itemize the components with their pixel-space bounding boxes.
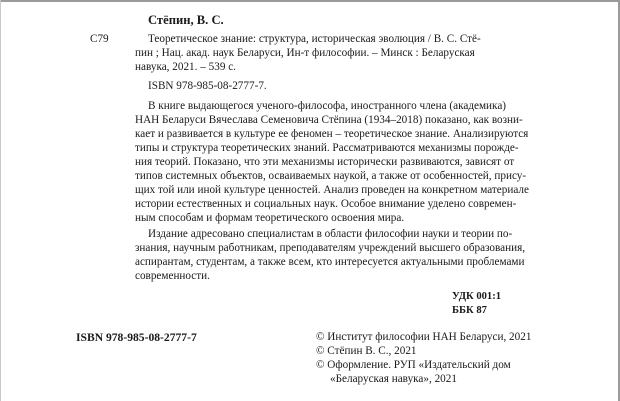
abstract-line: ния теорий. Показано, что эти механизмы исторически развиваются, зависят от: [135, 156, 515, 168]
isbn-line: ISBN 978-985-08-2777-7.: [148, 80, 267, 92]
abstract-line: кает и развивается в культуре ее феномен – теоретическое знание. Анализируются: [135, 128, 529, 140]
bibliographic-line: навука, 2021. – 539 с.: [135, 61, 236, 73]
udk-index: УДК 001:1: [452, 291, 502, 302]
copyright-line: © Институт философии НАН Беларуси, 2021: [316, 331, 532, 343]
copyright-line: © Стёпин В. С., 2021: [316, 345, 417, 357]
abstract-line: ным способам и формам теоретического освоения мира.: [135, 212, 405, 224]
abstract-line: В книге выдающегося ученого-философа, иностранного члена (академика): [148, 100, 507, 112]
bibliographic-line: Теоретическое знание: структура, историческая эволюция / В. С. Стё-: [148, 33, 481, 45]
bbk-index: ББК 87: [452, 305, 487, 316]
copyright-line: «Беларуская навука», 2021: [330, 373, 457, 385]
abstract-line: типы и структура теоретических знаний. Рассматриваются механизмы порожде-: [135, 142, 519, 154]
isbn-bottom: ISBN 978-985-08-2777-7: [76, 331, 197, 344]
abstract-line: щих той или иной культуре ценностей. Анализ проведен на конкретном материале: [135, 184, 529, 196]
author-heading: Стёпин, В. С.: [148, 13, 224, 27]
abstract-line: НАН Беларуси Вячеслава Семеновича Стёпина (1934–2018) показано, как возни-: [135, 114, 523, 126]
audience-line: Издание адресовано специалистам в области философии науки и теории по-: [148, 228, 513, 240]
copyright-line: © Оформление. РУП «Издательский дом: [316, 359, 511, 371]
audience-line: аспирантам, студентам, а также всем, кто интересуется актуальными проблемами: [135, 256, 525, 268]
page-border-left: [0, 0, 1, 401]
abstract-line: истории естественных и социальных наук. Особое внимание уделено современ-: [135, 198, 517, 210]
page-border-top: [0, 0, 620, 2]
classification-code: С79: [90, 33, 109, 45]
bibliographic-line: пин ; Нац. акад. наук Беларуси, Ин-т философии. – Минск : Беларуская: [135, 47, 475, 59]
abstract-line: типов системных объектов, осваиваемых наукой, а также от особенностей, прису-: [135, 170, 527, 182]
audience-line: знания, научным работникам, преподавателям учреждений высшего образования,: [135, 242, 526, 254]
audience-line: современности.: [135, 270, 210, 282]
